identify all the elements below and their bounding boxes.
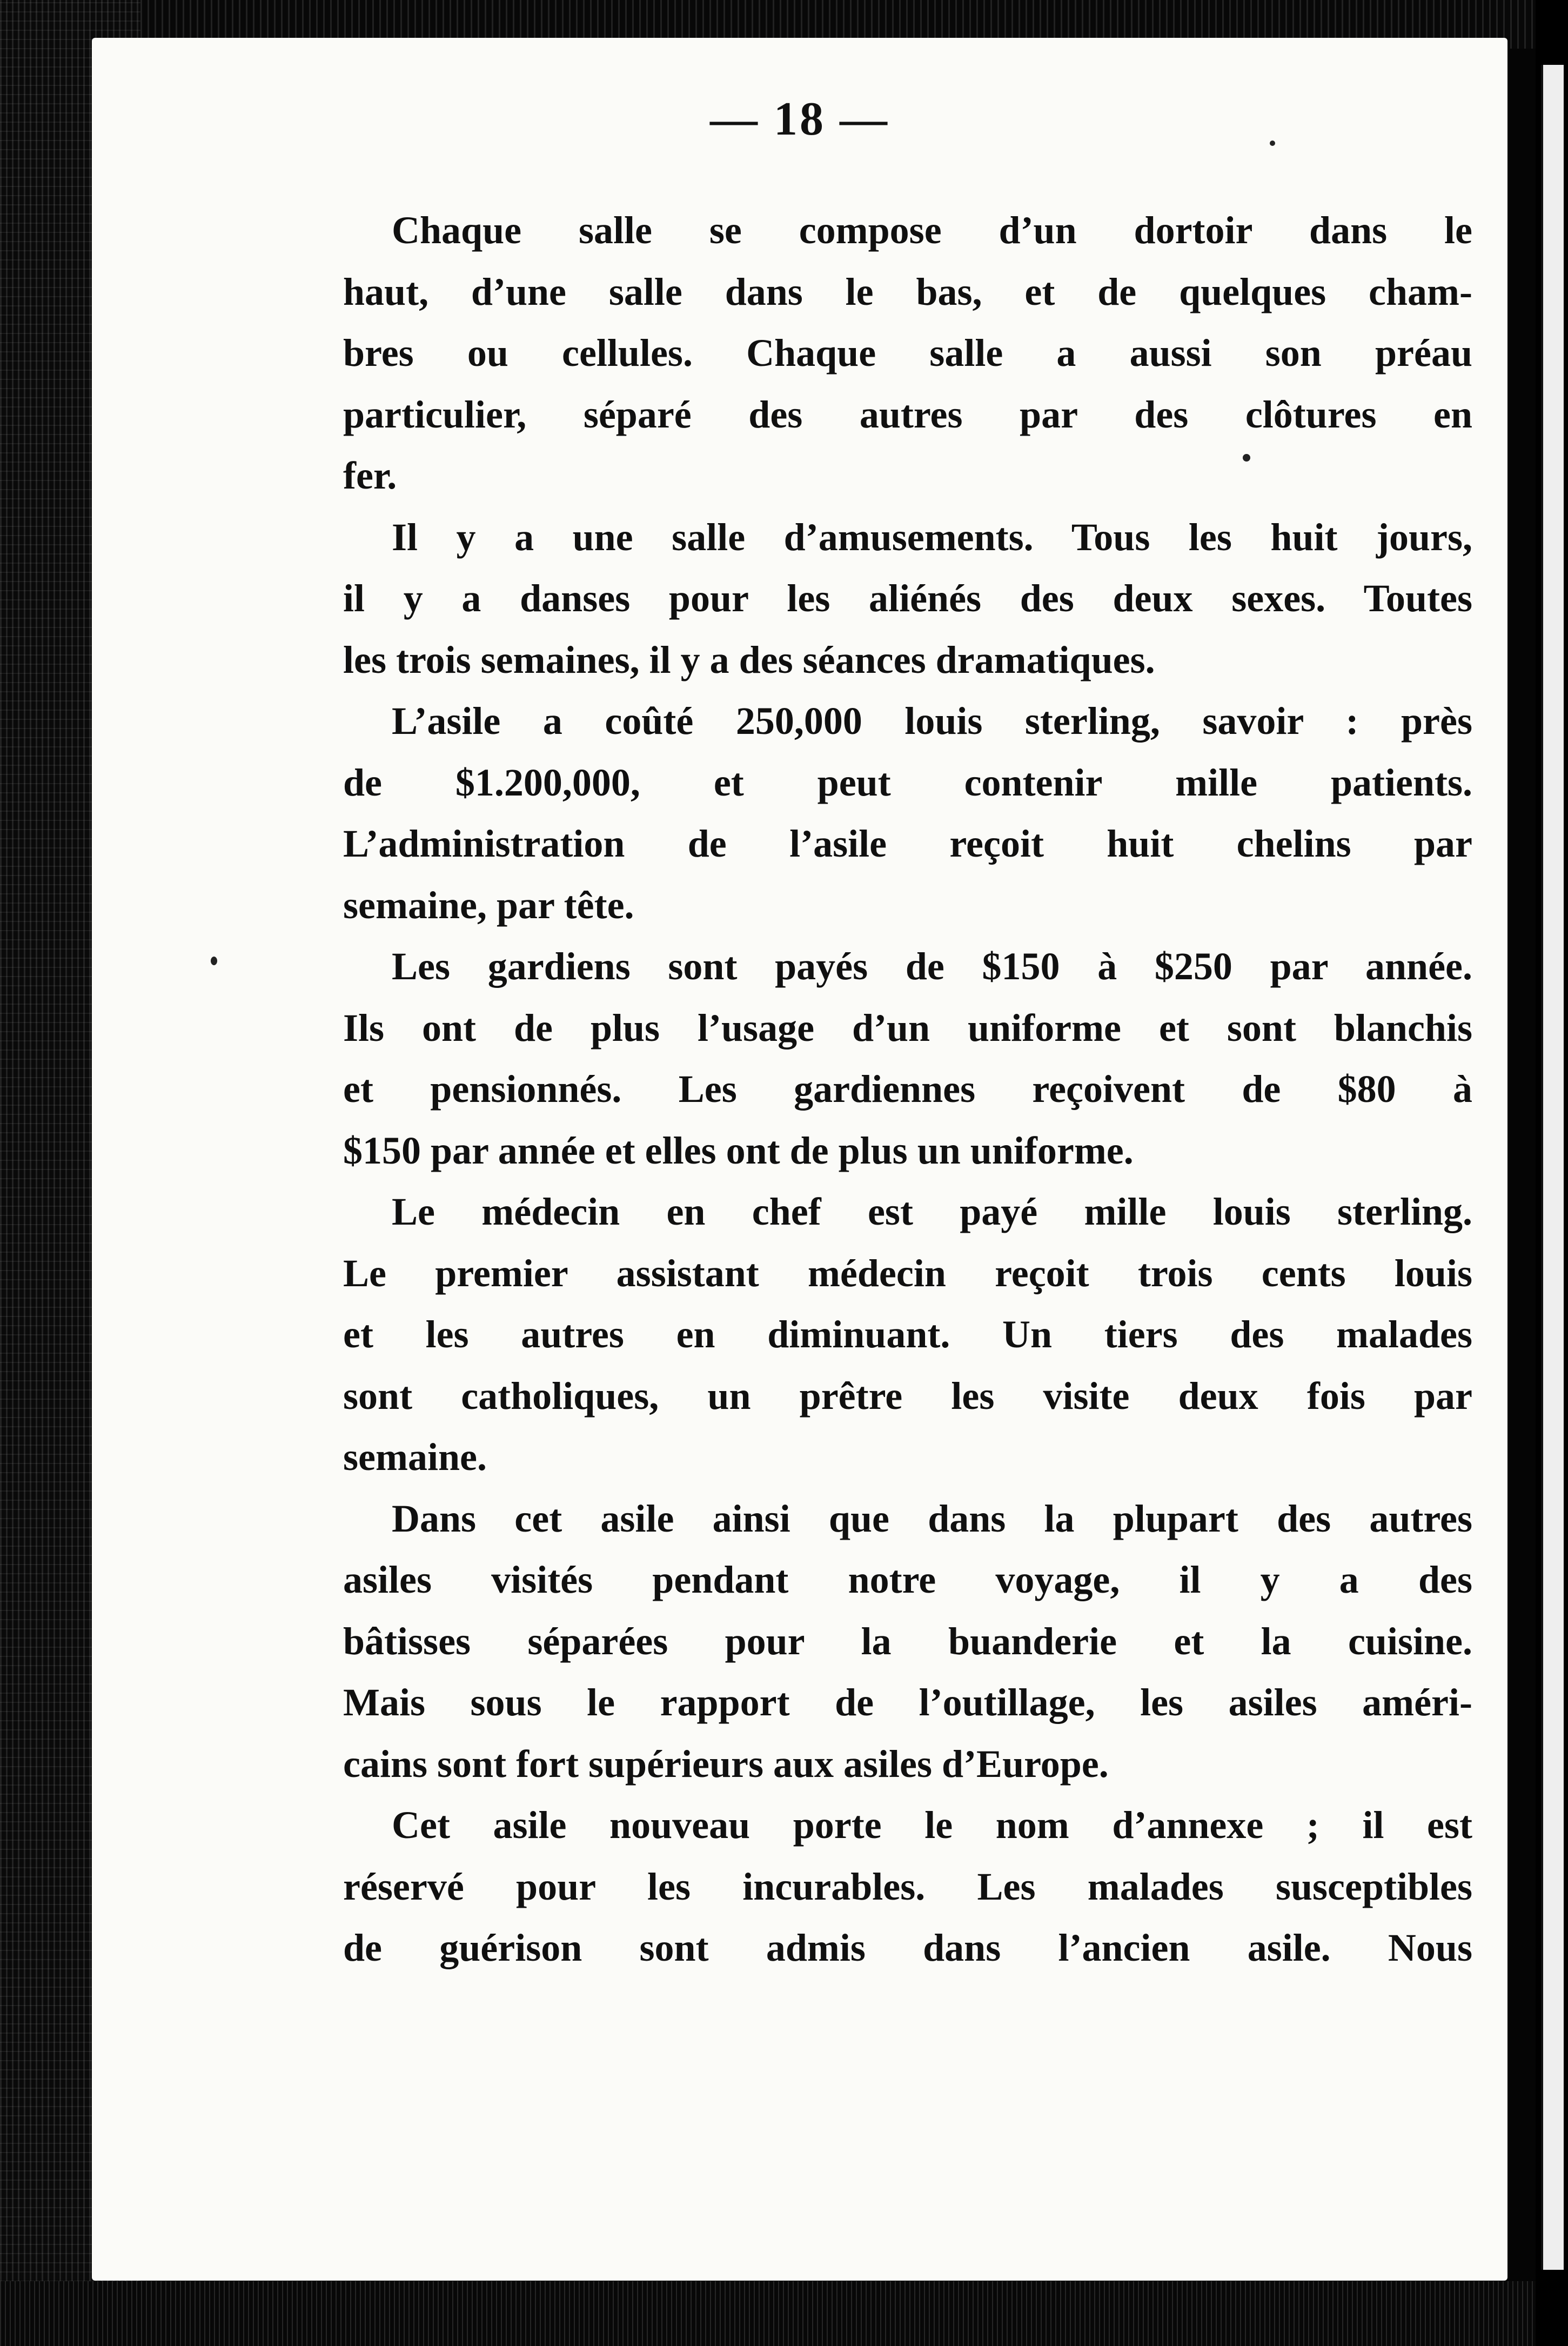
page-body-text <box>343 200 1472 1979</box>
text-line: Ils ont de plus l’usage d’un uniforme et sont blanchis <box>343 1006 1472 1050</box>
ink-speck <box>1243 454 1250 462</box>
next-page-sliver <box>1541 65 1564 2270</box>
text-line: asiles visités pendant notre voyage, il y a des <box>343 1558 1472 1601</box>
text-line: L’administration de l’asile reçoit huit chelins par <box>343 822 1472 865</box>
text-line: semaine. <box>343 1435 487 1479</box>
text-line: Il y a une salle d’amusements. Tous les huit jours, <box>392 515 1472 559</box>
text-line: $150 par année et elles ont de plus un uniforme. <box>343 1128 1134 1172</box>
text-line: L’asile a coûté 250,000 louis sterling, savoir : près <box>392 699 1472 743</box>
text-line: de guérison sont admis dans l’ancien asile. Nous <box>343 1926 1472 1969</box>
text-line: particulier, séparé des autres par des clôtures en <box>343 392 1472 436</box>
text-line: cains sont fort supérieurs aux asiles d’Europe. <box>343 1742 1109 1786</box>
ink-speck <box>211 957 217 965</box>
text-line: semaine, par tête. <box>343 883 634 927</box>
text-line: et pensionnés. Les gardiennes reçoivent de $80 à <box>343 1067 1472 1111</box>
text-line: Dans cet asile ainsi que dans la plupart des autres <box>392 1496 1472 1540</box>
text-line: réservé pour les incurables. Les malades susceptibles <box>343 1864 1472 1908</box>
text-line: Mais sous le rapport de l’outillage, les asiles améri- <box>343 1681 1472 1724</box>
scan-noise-bottom <box>0 2281 1568 2346</box>
text-line: les trois semaines, il y a des séances dramatiques. <box>343 638 1155 681</box>
ink-speck <box>1270 141 1275 146</box>
text-line: sont catholiques, un prêtre les visite deux fois par <box>343 1374 1472 1418</box>
text-line: Les gardiens sont payés de $150 à $250 par année. <box>392 945 1472 988</box>
text-line: il y a danses pour les aliénés des deux sexes. Toutes <box>343 577 1472 620</box>
text-line: bres ou cellules. Chaque salle a aussi son préau <box>343 331 1472 375</box>
text-line: bâtisses séparées pour la buanderie et la cuisine. <box>343 1619 1472 1663</box>
text-line: et les autres en diminuant. Un tiers des malades <box>343 1313 1472 1356</box>
text-line: Le premier assistant médecin reçoit trois cents louis <box>343 1251 1472 1295</box>
page-number: — 18 — <box>710 93 889 145</box>
text-line: haut, d’une salle dans le bas, et de quelques cham- <box>343 270 1472 313</box>
text-line: fer. <box>343 454 397 497</box>
book-page <box>92 38 1507 2281</box>
text-line: de $1.200,000, et peut contenir mille patients. <box>343 760 1472 804</box>
text-line: Cet asile nouveau porte le nom d’annexe ; il est <box>392 1803 1472 1847</box>
text-line: Le médecin en chef est payé mille louis sterling. <box>392 1190 1472 1233</box>
text-line: Chaque salle se compose d’un dortoir dans le <box>392 209 1472 252</box>
